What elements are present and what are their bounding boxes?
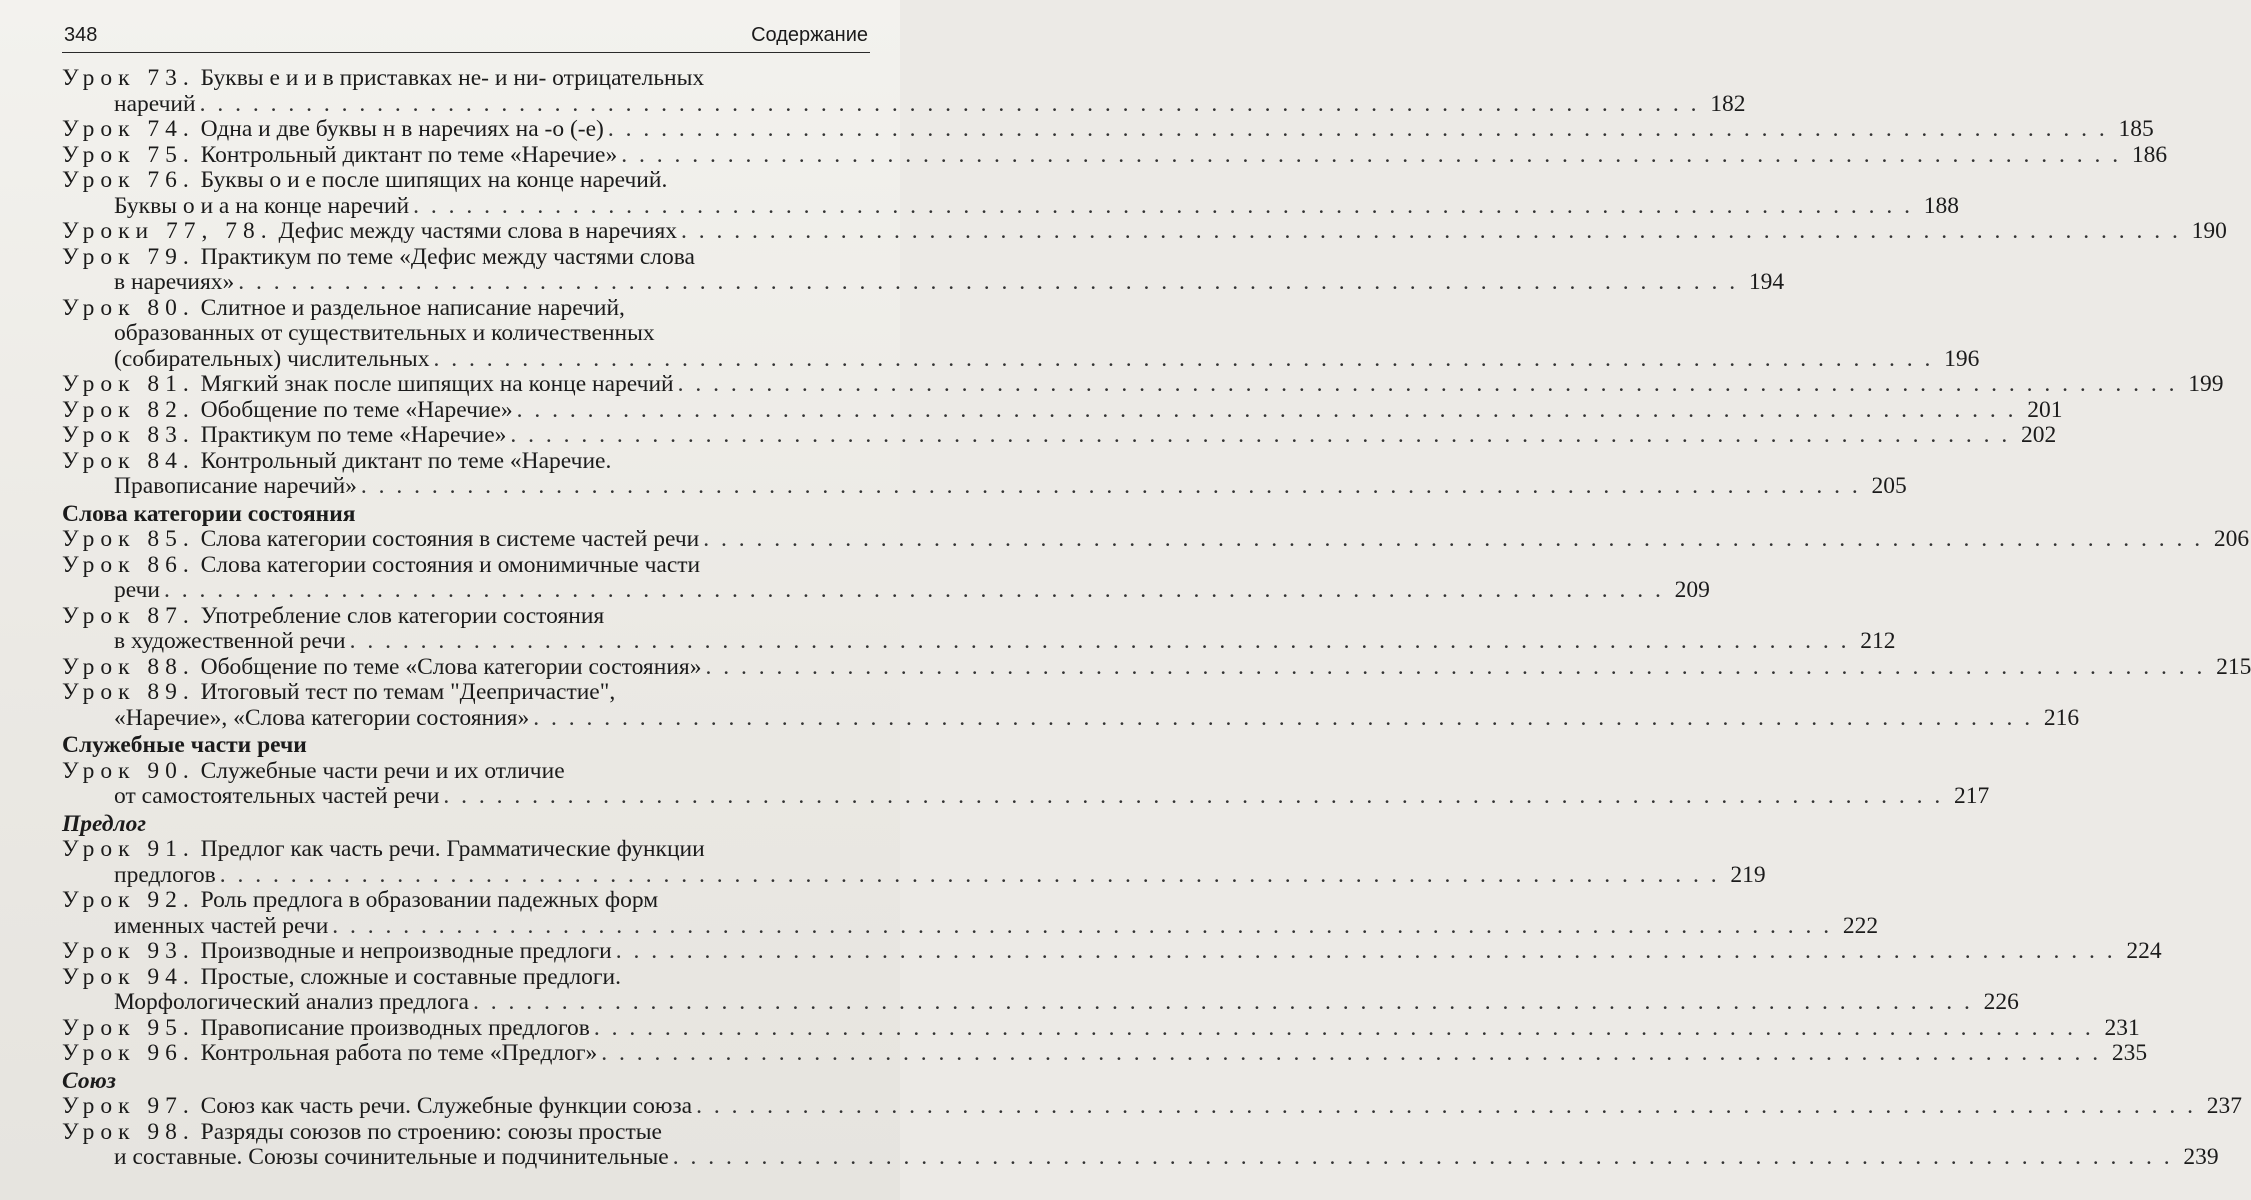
lesson-number: Урок 82. — [62, 396, 195, 423]
dot-leader: . . . . . . . . . . . . . . . . . . . . . . . . . . . . . . . . . . . . . . . . . . . . . . . . . . . . . . . . . . . . . . . . . . . . . . . . . . . . . . . . . . . . . — [681, 218, 2181, 244]
entry-title-line: Обобщение по теме «Наречие» — [200, 396, 513, 423]
toc-entry[interactable] — [62, 1040, 2148, 1067]
toc-entry[interactable] — [62, 653, 2251, 681]
entry-title-line: Правописание наречий» — [114, 473, 357, 499]
entry-title-line: Контрольный диктант по теме «Наречие. — [200, 447, 612, 474]
entry-title-line: Правописание производных предлогов — [200, 1014, 590, 1041]
dot-leader: . . . . . . . . . . . . . . . . . . . . . . . . . . . . . . . . . . . . . . . . . . . . . . . . . . . . . . . . . . . . . . . . . . . . . . . . . . . . . . . . . . . . . — [696, 1093, 2196, 1119]
dot-leader: . . . . . . . . . . . . . . . . . . . . . . . . . . . . . . . . . . . . . . . . . . . . . . . . . . . . . . . . . . . . . . . . . . . . . . . . . . . . . . . . . . . . . — [332, 912, 1833, 939]
entry-title-line: Роль предлога в образовании падежных форм — [200, 887, 659, 913]
dot-leader: . . . . . . . . . . . . . . . . . . . . . . . . . . . . . . . . . . . . . . . . . . . . . . . . . . . . . . . . . . . . . . . . . . . . . . . . . . . . . . . . . . . . . — [219, 861, 1720, 888]
dot-leader: . . . . . . . . . . . . . . . . . . . . . . . . . . . . . . . . . . . . . . . . . . . . . . . . . . . . . . . . . . . . . . . . . . . . . . . . . . . . . . . . . . . . . — [533, 704, 2034, 731]
dot-leader: . . . . . . . . . . . . . . . . . . . . . . . . . . . . . . . . . . . . . . . . . . . . . . . . . . . . . . . . . . . . . . . . . . . . . . . . . . . . . . . . . . . . . — [433, 345, 1934, 372]
subsection-heading: Предлог — [62, 810, 147, 837]
entry-title-line: от самостоятельных частей речи — [114, 783, 440, 809]
lesson-number: Урок 89. — [62, 679, 195, 705]
entry-page-number: 215 — [2216, 653, 2251, 680]
subsection-heading: Союз — [62, 1067, 116, 1094]
toc-entry[interactable] — [62, 938, 2162, 965]
entry-title-line: Разряды союзов по строению: союзы простые — [200, 1118, 662, 1145]
page-header — [62, 18, 870, 53]
entry-title-line: Контрольный диктант по теме «Наречие» — [200, 141, 618, 168]
entry-title-line: Буквы е и и в приставках не- и ни- отрицательных — [200, 65, 705, 91]
dot-leader: . . . . . . . . . . . . . . . . . . . . . . . . . . . . . . . . . . . . . . . . . . . . . . . . . . . . . . . . . . . . . . . . . . . . . . . . . . . . . . . . . . . . . — [472, 989, 1973, 1015]
toc-entry[interactable] — [62, 1014, 2140, 1042]
dot-leader: . . . . . . . . . . . . . . . . . . . . . . . . . . . . . . . . . . . . . . . . . . . . . . . . . . . . . . . . . . . . . . . . . . . . . . . . . . . . . . . . . . . . . — [413, 192, 1913, 219]
entry-page-number: 201 — [2027, 396, 2063, 423]
entry-page-number: 185 — [2118, 116, 2154, 142]
toc-entry[interactable] — [62, 396, 2063, 424]
lesson-number: Урок 88. — [62, 653, 195, 680]
toc-entry[interactable] — [62, 243, 1785, 296]
toc-entry[interactable] — [62, 963, 2019, 1016]
toc-entry[interactable] — [62, 1118, 2219, 1171]
entry-title-line: Простые, сложные и составные предлоги. — [200, 963, 621, 990]
entry-title-line: Практикум по теме «Наречие» — [200, 422, 507, 448]
toc-entry[interactable] — [62, 602, 1896, 655]
entry-page-number: 222 — [1842, 912, 1879, 939]
section-heading: Служебные части речи — [62, 732, 307, 758]
entry-title-line: образованных от существительных и количественных — [114, 320, 655, 346]
dot-leader: . . . . . . . . . . . . . . . . . . . . . . . . . . . . . . . . . . . . . . . . . . . . . . . . . . . . . . . . . . . . . . . . . . . . . . . . . . . . . . . . . . . . . — [349, 628, 1850, 654]
dot-leader: . . . . . . . . . . . . . . . . . . . . . . . . . . . . . . . . . . . . . . . . . . . . . . . . . . . . . . . . . . . . . . . . . . . . . . . . . . . . . . . . . . . . . — [443, 783, 1944, 809]
entry-page-number: 237 — [2206, 1093, 2242, 1119]
lesson-number: Урок 98. — [62, 1118, 195, 1145]
entry-title-line: Мягкий знак после шипящих на конце наречий — [200, 371, 674, 397]
entry-title-line: (собирательных) числительных — [114, 345, 430, 372]
toc-entry[interactable] — [62, 218, 2227, 245]
lesson-number: Урок 73. — [62, 65, 195, 91]
dot-leader: . . . . . . . . . . . . . . . . . . . . . . . . . . . . . . . . . . . . . . . . . . . . . . . . . . . . . . . . . . . . . . . . . . . . . . . . . . . . . . . . . . . . . — [238, 269, 1739, 295]
lesson-number: Урок 79. — [62, 243, 195, 270]
lesson-number: Урок 94. — [62, 963, 195, 990]
entry-page-number: 186 — [2131, 141, 2168, 168]
entry-title-line: «Наречие», «Слова категории состояния» — [114, 704, 530, 731]
entry-title-line: и составные. Союзы сочинительные и подчинительные — [114, 1144, 669, 1170]
dot-leader: . . . . . . . . . . . . . . . . . . . . . . . . . . . . . . . . . . . . . . . . . . . . . . . . . . . . . . . . . . . . . . . . . . . . . . . . . . . . . . . . . . . . . — [164, 577, 1664, 603]
entry-page-number: 224 — [2126, 938, 2162, 964]
lesson-number: Урок 85. — [62, 526, 195, 552]
lesson-number: Урок 84. — [62, 447, 195, 474]
entry-page-number: 235 — [2111, 1040, 2148, 1066]
dot-leader: . . . . . . . . . . . . . . . . . . . . . . . . . . . . . . . . . . . . . . . . . . . . . . . . . . . . . . . . . . . . . . . . . . . . . . . . . . . . . . . . . . . . . — [621, 141, 2122, 168]
dot-leader: . . . . . . . . . . . . . . . . . . . . . . . . . . . . . . . . . . . . . . . . . . . . . . . . . . . . . . . . . . . . . . . . . . . . . . . . . . . . . . . . . . . . . — [510, 422, 2011, 448]
toc-entry[interactable] — [62, 887, 1879, 939]
entry-page-number: 239 — [2183, 1144, 2219, 1170]
entry-title-line: Итоговый тест по темам "Деепричастие", — [200, 679, 616, 705]
entry-title-line: наречий — [114, 90, 196, 117]
entry-title-line: Слитное и раздельное написание наречий, — [200, 294, 625, 321]
entry-title-line: Слова категории состояния в системе частей речи — [200, 526, 700, 552]
entry-page-number: 212 — [1860, 628, 1896, 654]
toc-entry[interactable] — [62, 167, 1959, 219]
running-title: Содержание — [751, 24, 868, 46]
lesson-number: Урок 83. — [62, 422, 195, 448]
entry-title-line: Употребление слов категории состояния — [200, 602, 605, 629]
dot-leader: . . . . . . . . . . . . . . . . . . . . . . . . . . . . . . . . . . . . . . . . . . . . . . . . . . . . . . . . . . . . . . . . . . . . . . . . . . . . . . . . . . . . . — [593, 1014, 2094, 1041]
toc-entry[interactable] — [62, 371, 2224, 398]
lesson-number: Урок 90. — [62, 757, 195, 784]
dot-leader: . . . . . . . . . . . . . . . . . . . . . . . . . . . . . . . . . . . . . . . . . . . . . . . . . . . . . . . . . . . . . . . . . . . . . . . . . . . . . . . . . . . . . — [677, 371, 2178, 397]
entry-page-number: 231 — [2104, 1014, 2140, 1041]
lesson-number: Уроки 77, 78. — [62, 218, 273, 244]
toc-entry[interactable] — [62, 65, 1746, 117]
entry-title-line: Морфологический анализ предлога — [114, 989, 469, 1015]
dot-leader: . . . . . . . . . . . . . . . . . . . . . . . . . . . . . . . . . . . . . . . . . . . . . . . . . . . . . . . . . . . . . . . . . . . . . . . . . . . . . . . . . . . . . — [601, 1040, 2102, 1066]
dot-leader: . . . . . . . . . . . . . . . . . . . . . . . . . . . . . . . . . . . . . . . . . . . . . . . . . . . . . . . . . . . . . . . . . . . . . . . . . . . . . . . . . . . . . — [672, 1144, 2173, 1170]
dot-leader: . . . . . . . . . . . . . . . . . . . . . . . . . . . . . . . . . . . . . . . . . . . . . . . . . . . . . . . . . . . . . . . . . . . . . . . . . . . . . . . . . . . . . — [705, 653, 2206, 680]
entry-title-line: речи — [114, 577, 160, 603]
lesson-number: Урок 76. — [62, 167, 195, 193]
toc-entry[interactable] — [62, 757, 1990, 810]
entry-page-number: 206 — [2213, 526, 2250, 552]
toc-entry[interactable] — [62, 526, 2250, 553]
dot-leader: . . . . . . . . . . . . . . . . . . . . . . . . . . . . . . . . . . . . . . . . . . . . . . . . . . . . . . . . . . . . . . . . . . . . . . . . . . . . . . . . . . . . . — [516, 396, 2017, 423]
entry-page-number: 209 — [1674, 577, 1710, 603]
lesson-number: Урок 97. — [62, 1093, 195, 1119]
lesson-number: Урок 87. — [62, 602, 195, 629]
entry-title-line: Слова категории состояния и омонимичные части — [200, 551, 701, 578]
dot-leader: . . . . . . . . . . . . . . . . . . . . . . . . . . . . . . . . . . . . . . . . . . . . . . . . . . . . . . . . . . . . . . . . . . . . . . . . . . . . . . . . . . . . . — [607, 116, 2108, 142]
page-number: 348 — [64, 24, 98, 46]
dot-leader: . . . . . . . . . . . . . . . . . . . . . . . . . . . . . . . . . . . . . . . . . . . . . . . . . . . . . . . . . . . . . . . . . . . . . . . . . . . . . . . . . . . . . — [615, 938, 2116, 964]
lesson-number: Урок 96. — [62, 1040, 195, 1066]
entry-title-line: Практикум по теме «Дефис между частями слова — [200, 243, 695, 270]
toc-entry[interactable] — [62, 116, 2154, 143]
lesson-number: Урок 95. — [62, 1014, 195, 1041]
entry-page-number: 199 — [2188, 371, 2224, 397]
dot-leader: . . . . . . . . . . . . . . . . . . . . . . . . . . . . . . . . . . . . . . . . . . . . . . . . . . . . . . . . . . . . . . . . . . . . . . . . . . . . . . . . . . . . . — [703, 526, 2204, 552]
lesson-number: Урок 86. — [62, 551, 195, 578]
toc-entry[interactable] — [62, 679, 2080, 731]
entry-title-line: Производные и непроизводные предлоги — [200, 938, 612, 964]
toc-entry[interactable] — [62, 447, 1907, 500]
entry-title-line: Предлог как часть речи. Грамматические функции — [200, 836, 705, 862]
section-heading: Слова категории состояния — [62, 500, 356, 527]
entry-page-number: 190 — [2191, 218, 2227, 244]
lesson-number: Урок 93. — [62, 938, 195, 964]
entry-title-line: в наречиях» — [114, 269, 235, 295]
toc-entry[interactable] — [62, 141, 2168, 169]
entry-title-line: Буквы о и е после шипящих на конце наречий. — [200, 167, 668, 193]
toc-entry[interactable] — [62, 836, 1766, 888]
lesson-number: Урок 92. — [62, 887, 195, 913]
entry-title-line: в художественной речи — [114, 628, 346, 654]
entry-page-number: 226 — [1983, 989, 2019, 1015]
entry-page-number: 219 — [1730, 861, 1766, 888]
lesson-number: Урок 91. — [62, 836, 195, 862]
entry-title-line: Буквы о и а на конце наречий — [114, 192, 410, 219]
table-of-contents — [62, 65, 2251, 1171]
toc-entry[interactable] — [62, 294, 1980, 373]
entry-page-number: 196 — [1944, 345, 1980, 372]
entry-page-number: 182 — [1710, 90, 1746, 117]
entry-page-number: 194 — [1748, 269, 1785, 295]
entry-title-line: Одна и две буквы н в наречиях на -о (-е) — [200, 116, 604, 142]
toc-entry[interactable] — [62, 1093, 2242, 1120]
entry-page-number: 217 — [1954, 783, 1990, 809]
dot-leader: . . . . . . . . . . . . . . . . . . . . . . . . . . . . . . . . . . . . . . . . . . . . . . . . . . . . . . . . . . . . . . . . . . . . . . . . . . . . . . . . . . . . . — [199, 90, 1700, 117]
entry-page-number: 202 — [2021, 422, 2057, 448]
entry-title-line: Союз как часть речи. Служебные функции союза — [200, 1093, 693, 1119]
entry-title-line: Дефис между частями слова в наречиях — [278, 218, 678, 244]
entry-title-line: Контрольная работа по теме «Предлог» — [200, 1040, 598, 1066]
entry-title-line: предлогов — [114, 861, 216, 888]
entry-page-number: 216 — [2043, 704, 2080, 731]
lesson-number: Урок 75. — [62, 141, 195, 168]
toc-entry[interactable] — [62, 422, 2057, 449]
entry-title-line: Обобщение по теме «Слова категории состояния» — [200, 653, 702, 680]
entry-page-number: 205 — [1871, 473, 1907, 499]
toc-entry[interactable] — [62, 551, 1710, 604]
dot-leader: . . . . . . . . . . . . . . . . . . . . . . . . . . . . . . . . . . . . . . . . . . . . . . . . . . . . . . . . . . . . . . . . . . . . . . . . . . . . . . . . . . . . . — [360, 473, 1861, 499]
entry-page-number: 188 — [1923, 192, 1959, 219]
lesson-number: Урок 80. — [62, 294, 195, 321]
lesson-number: Урок 74. — [62, 116, 195, 142]
lesson-number: Урок 81. — [62, 371, 195, 397]
entry-title-line: именных частей речи — [114, 912, 329, 939]
entry-title-line: Служебные части речи и их отличие — [200, 757, 565, 784]
